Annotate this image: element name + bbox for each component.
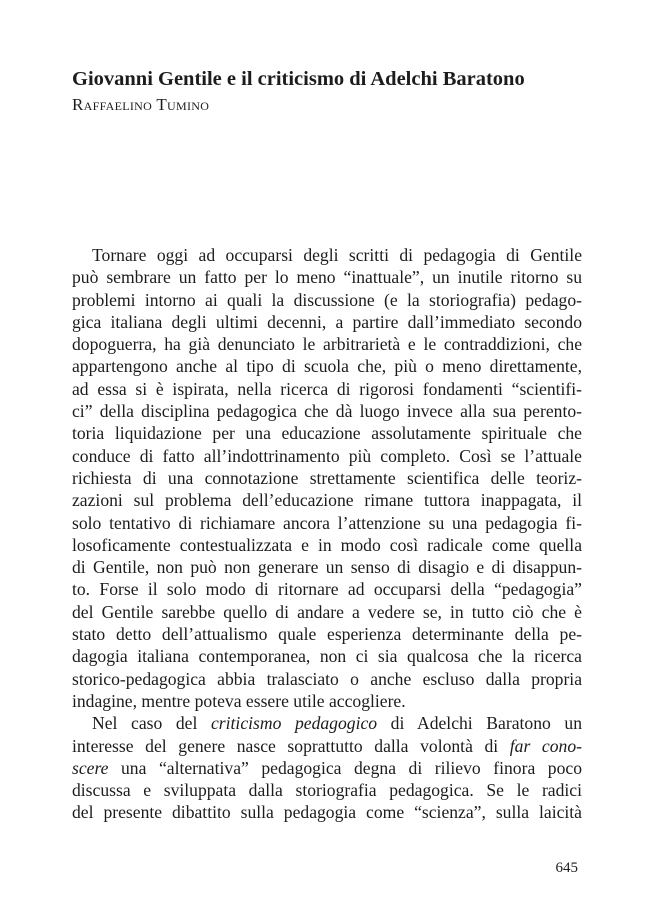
text-line: può sembrare un fatto per lo meno “inattuale”, un inutile ritorno su xyxy=(72,267,582,288)
text-line: del presente dibattito sulla pedagogia come “scienza”, sulla laicità xyxy=(72,802,582,823)
paragraph-2 xyxy=(72,712,582,823)
text-line: dagogia italiana contemporanea, non ci sia qualcosa che la ricerca xyxy=(72,646,582,667)
italic-phrase: scere xyxy=(72,757,109,778)
text-line: to. Forse il solo modo di ritornare ad occuparsi della “pedagogia” xyxy=(72,579,582,600)
text-line: interesse del genere nasce soprattutto dalla volontà di far cono- xyxy=(72,735,582,756)
text-line: indagine, mentre poteva essere utile accogliere. xyxy=(72,690,406,711)
paragraph-1 xyxy=(72,244,582,712)
text-line: di Gentile, non può non generare un senso di disagio e di disappun- xyxy=(72,557,582,578)
text-line: gica italiana degli ultimi decenni, a partire dall’immediato secondo xyxy=(72,311,582,332)
italic-phrase: criticismo pedagogico xyxy=(211,713,378,734)
text-line: richiesta di una connotazione strettamente scientifica delle teoriz- xyxy=(72,467,582,488)
text-line: conduce di fatto all’indottrinamento più completo. Così se l’attuale xyxy=(72,445,582,466)
text-line: ad essa si è ispirata, nella ricerca di rigorosi fondamenti “scientifi- xyxy=(72,378,582,399)
text-line: problemi intorno ai quali la discussione (e la storiografia) pedago- xyxy=(72,289,582,310)
article-author: Raffaelino Tumino xyxy=(72,95,210,114)
text-line: appartengono anche al tipo di scuola che, più o meno direttamente, xyxy=(72,356,582,377)
italic-phrase: far cono- xyxy=(509,735,582,756)
text-line: Nel caso del criticismo pedagogico di Adelchi Baratono un xyxy=(92,713,582,734)
page-number: 645 xyxy=(555,860,578,876)
text-line: losoficamente contestualizzata e in modo così radicale come quella xyxy=(72,534,582,555)
text-line: discussa e sviluppata dalla storiografia pedagogica. Se le radici xyxy=(72,780,582,801)
text-line: Tornare oggi ad occuparsi degli scritti di pedagogia di Gentile xyxy=(92,245,582,265)
text-line: del Gentile sarebbe quello di andare a vedere se, in tutto ciò che è xyxy=(72,601,582,622)
text-line: ci” della disciplina pedagogica che dà luogo invece alla sua perento- xyxy=(72,401,582,422)
article-title: Giovanni Gentile e il criticismo di Adelchi Baratono xyxy=(72,68,525,90)
text-line: dopoguerra, ha già denunciato le arbitrarietà e le contraddizioni, che xyxy=(72,334,582,355)
text-line: solo tentativo di richiamare ancora l’attenzione su una pedagogia fi- xyxy=(72,512,582,533)
text-line: zazioni sul problema dell’educazione rimane tuttora inappagata, il xyxy=(72,490,582,511)
text-line: storico-pedagogica abbia tralasciato o anche escluso dalla propria xyxy=(72,668,582,689)
text-line: scere una “alternativa” pedagogica degna di rilievo finora poco xyxy=(72,757,582,778)
article-body xyxy=(72,244,582,824)
text-line: toria liquidazione per una educazione assolutamente spirituale che xyxy=(72,423,582,444)
text-line: stato detto dell’attualismo quale esperienza determinante della pe- xyxy=(72,624,582,645)
